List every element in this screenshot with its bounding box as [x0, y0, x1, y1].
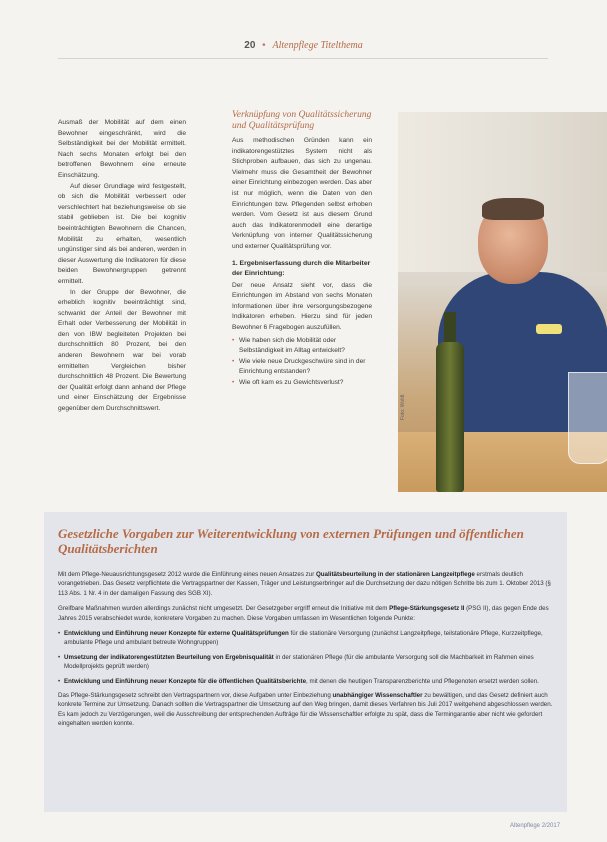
left-paragraph: Ausmaß der Mobilität auf dem einen Bewohner eingeschränkt, wird die Selbständigkeit bei der Mobilität ermittelt. Nach sechs Monaten erfolgt bei den betroffenen Bewohnern eine erneute Einschätzung. — [58, 119, 186, 179]
left-paragraph: In der Gruppe der Bewohner, die erheblich kognitiv beeinträchtigt sind, schwankt der Anteil der Bewohner mit Erhalt oder Verbesserung der Mobilität in den von IBW begleiteten Projekten bei durchschnittlich 80 Prozent, bei den anderen Bewohnern war bei vorab ermittelten Vergleichen bisher durchschnittlich 48 Prozent. Die Bewertung der Qualität erfolgt dann anhand der Pflege und einer Einschätzung der Ergebnisse gegenüber dem Durchschnittswert. — [58, 288, 186, 413]
box-title: Gesetzliche Vorgaben zur Weiterentwicklung von externen Prüfungen und öffentlichen Qualitätsberichten — [58, 526, 524, 556]
running-header — [0, 40, 607, 51]
box-text: für die stationäre Versorgung (zunächst Langzeitpflege, teilstationäre Pflege, Kurzzeitpflege, ambulante Pflege und ambulant betreute Wohngruppen) — [64, 630, 543, 647]
box-text: zu bewältigen, und das Gesetz definiert auch konkrete Termine zur Umsetzung. Danach sollten die Vertragspartner die Umsetzung auf den Weg bringen, damit dieses Verfahren bis Juli 2017 weitgehend abgeschlossen werden. Es kam jedoch zu Verzögerungen, weil die Ausschreibung der entsprechenden Aufträge für die Wissenschaftler erfolgte zu spät, dass die Termingarantie aber nicht wie gefordert eingehalten werden konnte. — [58, 692, 553, 728]
bullet-list — [232, 336, 372, 389]
box-text: , mit denen die heutigen Transparenzberichte und Pflegenoten ersetzt werden sollen. — [306, 677, 539, 685]
box-text: Mit dem Pflege-Neuausrichtungsgesetz 2012 wurde die Einführung eines neuen Ansatzes zur — [58, 571, 316, 578]
list-item: • Wie haben sich die Mobilität oder Selbständigkeit im Alltag entwickelt? — [239, 336, 372, 357]
middle-paragraph: Aus methodischen Gründen kann ein indikatorengestütztes System nicht als Stichproben aufbauen, das sich zu ungenau. Vielmehr muss die Gesamtheit der Bewohner einer Einrichtung einbezogen werden. Das aber ist nur möglich, wenn die Daten von den Einrichtungen bzw. Pflegenden selbst erhoben werden. Vom Gesetz ist aus diesem Grund auch das Indikatorenmodell eine derartige Verknüpfung von interner Qualitätssicherung und externer Qualitätsprüfung vor. — [232, 137, 372, 250]
photo-credit: Foto: Woldt — [400, 394, 406, 420]
photo-name-badge — [536, 324, 562, 334]
photo-hair — [482, 198, 544, 220]
box-text: erstmals deutlich vorangetrieben. Das Gesetz verpflichtete die Vertragspartner der Kassen, Träger und Leistungserbringer auf die Durchsetzung der dazu nötigen Schritte bis zum 1. Oktober 2013 (§ 113 Abs. 1 Nr. 4 in der damaligen Fassung des SGB XI). — [58, 571, 551, 597]
left-column — [58, 118, 186, 415]
photo-bottle — [436, 342, 464, 492]
box-bold-text: Pflege-Stärkungsgesetz II — [389, 605, 465, 613]
photo-nurse-with-bottle — [398, 112, 607, 492]
header-title: Altenpflege Titelthema — [272, 40, 363, 51]
page-footer: Altenpflege 2/2017 — [510, 823, 561, 829]
middle-column — [232, 110, 372, 388]
box-list-item — [58, 653, 554, 672]
box-list-item — [58, 677, 554, 686]
left-paragraph: Auf dieser Grundlage wird festgestellt, ob sich die Mobilität verbessert oder verschlechtert hat beziehungsweise ob sie stabil geblieben ist. Die bei kognitiv beeinträchtigten Bewohnern die Chancen, Mobilität zu erhalten, wesentlich ungünstiger sind als bei anderen, werden in dieser Auswertung die Indikatoren für diese beiden Bewohnergruppen getrennt ermittelt. — [58, 182, 186, 285]
box-list-item — [58, 629, 554, 648]
header-rule — [58, 58, 548, 59]
box-bold-text: Entwicklung und Einführung neuer Konzepte für externe Qualitätsprüfungen — [64, 630, 289, 638]
header-separator: • — [262, 40, 266, 51]
box-paragraph — [58, 691, 554, 729]
list-item: • Wie oft kam es zu Gewichtsverlust? — [239, 378, 372, 389]
section-subheading: Verknüpfung von Qualitätssicherung und Qualitätsprüfung — [232, 110, 372, 131]
box-bold-text: unabhängiger Wissenschaftler — [332, 692, 423, 700]
box-text: Greifbare Maßnahmen wurden allerdings zunächst nicht umgesetzt. Der Gesetzgeber ergriff erneut die Initiative mit dem — [58, 605, 390, 613]
page-number: 20 — [244, 40, 256, 51]
box-bold-text: Umsetzung der indikatorengestützten Beurteilung von Ergebnisqualität — [64, 653, 274, 661]
box-bullet-list — [58, 629, 554, 686]
box-bold-text: Entwicklung und Einführung neuer Konzepte für die öffentlichen Qualitätsberichte — [64, 677, 307, 685]
box-text: in der stationären Pflege (für die ambulante Versorgung soll die Machbarkeit im Rahmen eines Modellprojekts geprüft werden) — [64, 653, 534, 671]
list-item: • Wie viele neue Druckgeschwüre sind in der Einrichtung entstanden? — [239, 357, 372, 378]
info-box — [44, 512, 567, 812]
list-intro: Der neue Ansatz sieht vor, dass die Einrichtungen im Abstand von sechs Monaten Informationen über ihre versorgungsbezogene Indikatoren erheben. Hierzu sind für jeden Bewohner 6 Fragebogen auszufüllen. — [232, 281, 372, 331]
box-content — [58, 570, 554, 735]
box-text: (PSG II), das gegen Ende des Jahres 2015 verabschiedet wurde, konkretere Vorgaben zu machen. Diese Vorgaben umfassen im Wesentlichen folgende Punkte: — [58, 605, 549, 622]
list-heading: 1. Ergebniserfassung durch die Mitarbeiter der Einrichtung: — [232, 259, 371, 277]
box-paragraph — [58, 604, 554, 623]
box-text: Das Pflege-Stärkungsgesetz schreibt den Vertragspartnern vor, diese Aufgaben unter Einbeziehung — [58, 692, 333, 700]
box-bold-text: Qualitätsbeurteilung in der stationären Langzeitpflege — [315, 571, 475, 578]
photo-glass — [568, 372, 607, 464]
box-paragraph — [58, 570, 554, 598]
